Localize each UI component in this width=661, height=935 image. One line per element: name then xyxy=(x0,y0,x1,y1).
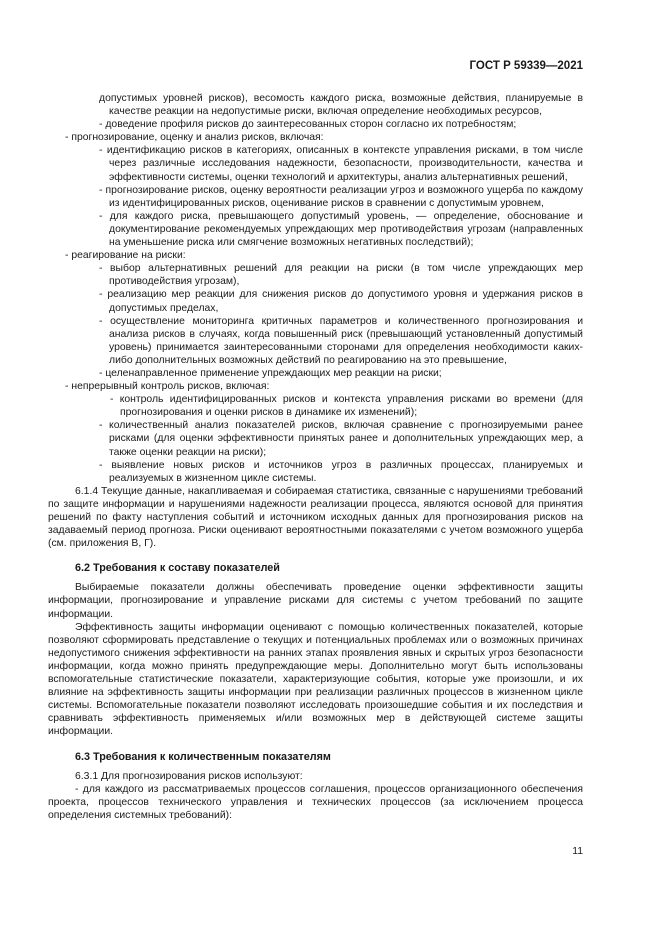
paragraph: Эффективность защиты информации оценивают с помощью количественных показателей, которые позволяют сформировать представление о текущих и потенциальных проблемах или о возможных причинах недопустимого снижения эффективности на ранних этапах проявления явных и скрытых угроз безопасности информации, когда можно принять предупреждающие меры. Дополнительно могут быть использованы вспомогательные статистические показатели, характеризующие события, которые уже произошли, и их влияние на эффективность защиты информации при реализации различных процессов в жизненном цикле системы. Вспомогательные показатели позволяют исследовать произошедшие события и их последствия и сравнивать эффективность применяемых и/или возможных мер в действующей системе защиты информации. xyxy=(48,621,583,738)
paragraph: - целенаправленное применение упреждающих мер реакции на риски; xyxy=(99,367,442,379)
paragraph: - прогнозирование рисков, оценку вероятности реализации угроз и возможного ущерба по каждому из идентифицированных рисков, оценивание рисков в сравнении с допустимым уровнем, xyxy=(99,184,583,209)
document-code: ГОСТ Р 59339—2021 xyxy=(469,60,583,72)
paragraph: - для каждого из рассматриваемых процессов соглашения, процессов организационного обеспечения проекта, процессов технического управления и технических процессов (за исключением процесса определения системных требований): xyxy=(48,783,583,821)
paragraph: 6.1.4 Текущие данные, накапливаемая и собираемая статистика, связанные с нарушениями требований по защите информации и нарушениями надежности реализации процесса, являются основой для принятия решений по факту наступления событий и источником исходных данных для прогнозирования рисков на задаваемый период прогноза. Риски оценивают вероятностными показателями с учетом возможного ущерба (см. приложения В, Г). xyxy=(48,485,583,550)
paragraph: - реализацию мер реакции для снижения рисков до допустимого уровня и удержания рисков в допустимых пределах, xyxy=(99,289,583,314)
section-heading: 6.2 Требования к составу показателей xyxy=(75,562,280,575)
paragraph: - контроль идентифицированных рисков и контекста управления рисками во времени (для прогнозирования и оценки рисков в динамике их изменений); xyxy=(110,394,583,419)
paragraph: 6.3.1 Для прогнозирования рисков используют: xyxy=(75,770,303,782)
paragraph: - для каждого риска, превышающего допустимый уровень, — определение, обоснование и документирование рекомендуемых упреждающих мер противодействия угрозам (направленных на уменьшение риска или смягчение возможных негативных последствий); xyxy=(99,210,583,249)
paragraph: - идентификацию рисков в категориях, описанных в контексте управления рисками, в том числе через различные исследования надежности, безопасности, производительности, качества и эффективности системы, оценки технологий и архитектуры, анализ альтернативных решений, xyxy=(99,145,583,183)
section-heading: 6.3 Требования к количественным показателям xyxy=(75,750,331,763)
paragraph: - прогнозирование, оценку и анализ рисков, включая: xyxy=(65,132,324,144)
paragraph: - выбор альтернативных решений для реакции на риски (в том числе упреждающих мер противодействия угрозам), xyxy=(99,263,583,288)
paragraph: Выбираемые показатели должны обеспечивать проведение оценки эффективности защиты информации, прогнозирование и управление рисками для системы с учетом требований по защите информации. xyxy=(48,582,583,620)
paragraph: - непрерывный контроль рисков, включая: xyxy=(65,381,270,393)
paragraph: - осуществление мониторинга критичных параметров и количественного прогнозирования и анализа рисков в случаях, когда повышенный риск (превышающий установленный допустимый уровень) принимается заинтересованными сторонами для определения необходимости каких-либо дополнительных возможных действий по реагированию на это превышение, xyxy=(99,315,583,366)
paragraph: - выявление новых рисков и источников угроз в различных процессах, планируемых и реализуемых в жизненном цикле системы. xyxy=(99,459,583,484)
paragraph: - количественный анализ показателей рисков, включая сравнение с прогнозируемыми ранее рисками (для оценки эффективности принятых ранее и дополнительных упреждающих мер, а также оценки реакции на риски); xyxy=(99,420,583,458)
paragraph: допустимых уровней рисков), весомость каждого риска, возможные действия, планируемые в качестве реакции на недопустимые риски, включая определение необходимых ресурсов, xyxy=(99,93,583,118)
paragraph: - доведение профиля рисков до заинтересованных сторон согласно их потребностям; xyxy=(99,119,517,131)
paragraph: - реагирование на риски: xyxy=(65,250,186,262)
page-number: 11 xyxy=(572,846,583,857)
document-body xyxy=(48,92,583,822)
